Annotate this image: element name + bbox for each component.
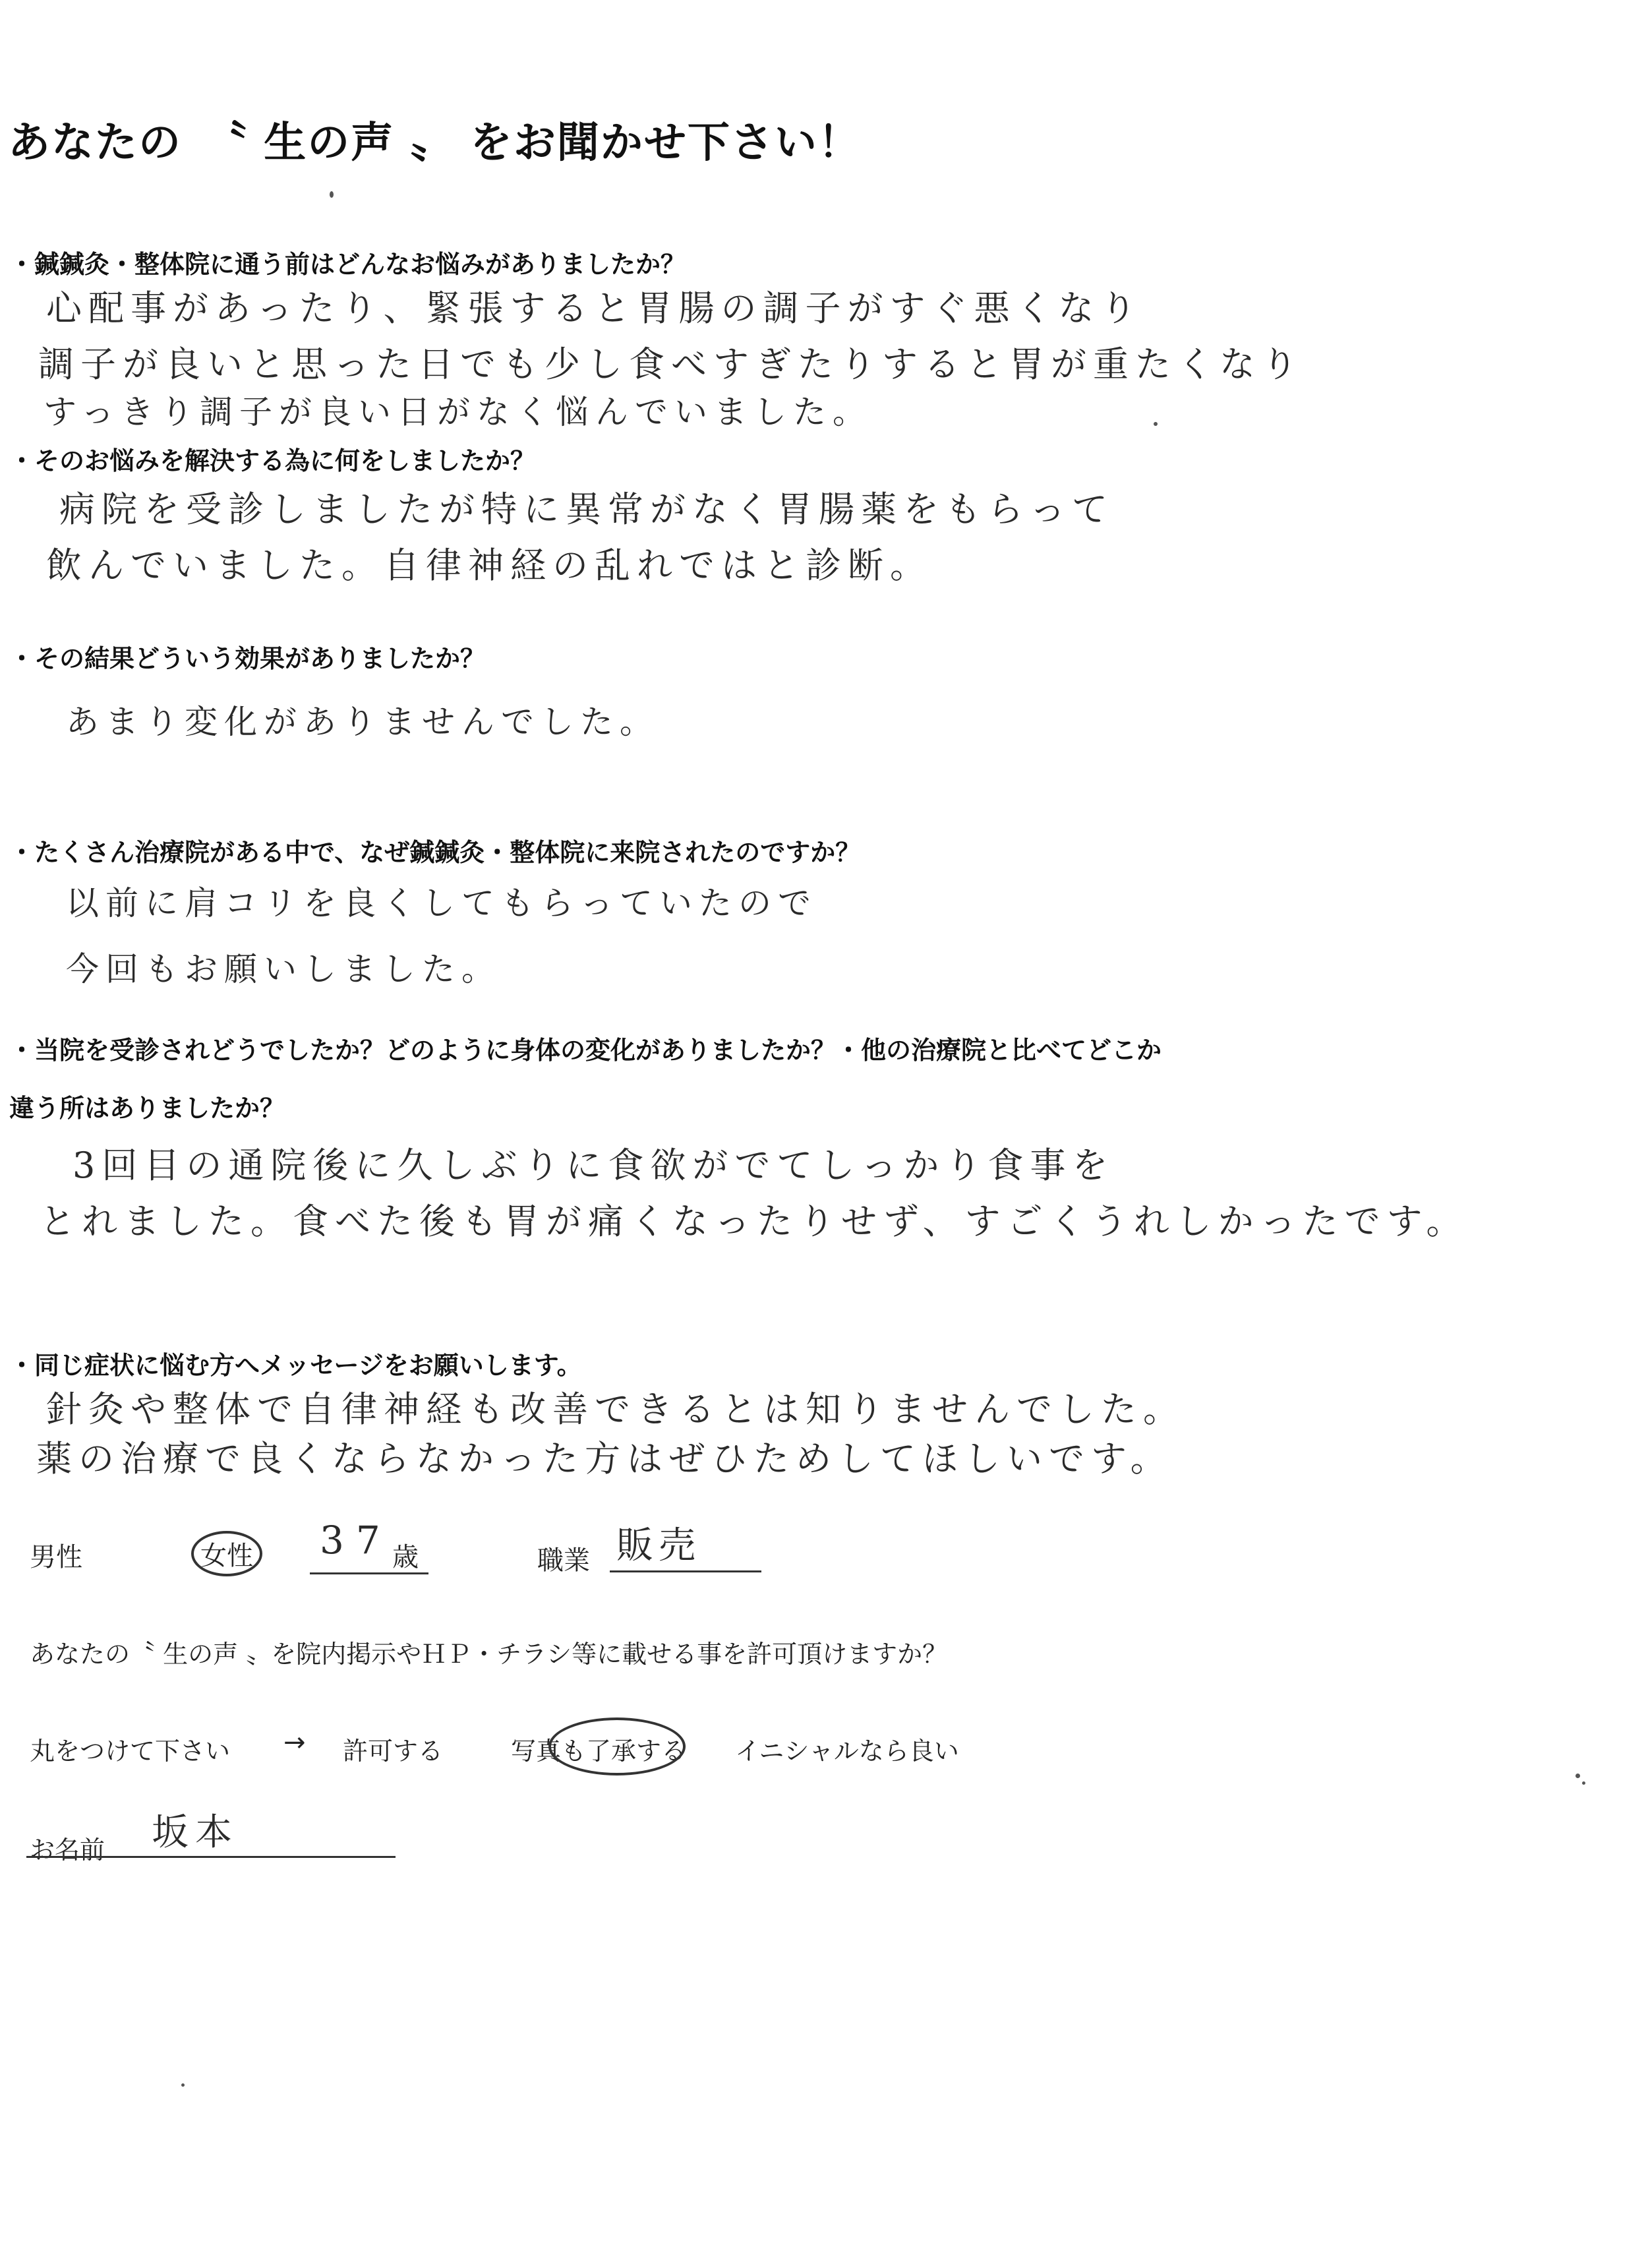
answer-3-line-1: あまり変化がありませんでした。 bbox=[66, 703, 659, 741]
question-4: ・たくさん治療院がある中で、なぜ鍼鍼灸・整体院に来院されたのですか？ bbox=[9, 838, 861, 867]
answer-6-line-2: 薬の治療で良くならなかった方はぜひためしてほしいです。 bbox=[36, 1438, 1173, 1479]
answer-4-line-2: 今回もお願いしました。 bbox=[66, 950, 501, 988]
age-underline bbox=[310, 1572, 428, 1574]
age-value: 37 bbox=[320, 1518, 392, 1563]
job-label: 職業 bbox=[537, 1545, 590, 1576]
answer-1-line-3: すっきり調子が良い日がなく悩んでいました。 bbox=[44, 393, 872, 431]
question-5: ・当院を受診されどうでしたか？どのように身体の変化がありましたか？・他の治療院と比べてどこか bbox=[9, 1036, 1162, 1065]
gender-female-option bbox=[191, 1531, 262, 1576]
gender-female-label: 女性 bbox=[191, 1531, 262, 1576]
name-value: 坂本 bbox=[152, 1811, 239, 1854]
permission-option-initial: イニシャルなら良い bbox=[735, 1737, 959, 1766]
permission-instruction: 丸をつけて下さい bbox=[30, 1737, 231, 1766]
name-underline bbox=[26, 1856, 396, 1858]
answer-6-line-1: 針灸や整体で自律神経も改善できるとは知りませんでした。 bbox=[46, 1388, 1185, 1430]
scan-speck bbox=[330, 191, 334, 198]
arrow-icon: → bbox=[283, 1727, 306, 1758]
question-1: ・鍼鍼灸・整体院に通う前はどんなお悩みがありましたか？ bbox=[9, 250, 686, 279]
permission-question: あなたの〝 生の声 〟を院内掲示やＨＰ・チラシ等に載せる事を許可頂けますか？ bbox=[30, 1640, 948, 1669]
scan-speck bbox=[1582, 1781, 1585, 1785]
permission-option-photo: 写真も了承する bbox=[511, 1737, 687, 1766]
question-3: ・その結果どういう効果がありましたか？ bbox=[9, 644, 486, 673]
question-2: ・そのお悩みを解決する為に何をしましたか？ bbox=[9, 446, 536, 475]
name-label: お名前 bbox=[30, 1835, 105, 1865]
answer-5-line-1: 3回目の通院後に久しぶりに食欲がでてしっかり食事を bbox=[73, 1145, 1115, 1186]
answer-1-line-1: 心配事があったり、緊張すると胃腸の調子がすぐ悪くなり bbox=[46, 287, 1143, 329]
answer-2-line-1: 病院を受診しましたが特に異常がなく胃腸薬をもらって bbox=[59, 489, 1114, 530]
job-underline bbox=[610, 1570, 761, 1572]
permission-option-allow: 許可する bbox=[343, 1737, 444, 1766]
gender-male-label: 男性 bbox=[30, 1542, 82, 1572]
answer-4-line-1: 以前に肩コリを良くしてもらっていたので bbox=[66, 884, 817, 922]
answer-1-line-2: 調子が良いと思った日でも少し食べすぎたりすると胃が重たくなり bbox=[38, 343, 1304, 385]
photo-option-circle bbox=[548, 1717, 686, 1776]
age-unit: 歳 bbox=[392, 1542, 419, 1572]
scan-speck bbox=[1575, 1774, 1580, 1778]
scan-speck bbox=[181, 2083, 185, 2087]
job-value: 販売 bbox=[616, 1524, 701, 1567]
answer-5-line-2: とれました。食べた後も胃が痛くなったりせず、すごくうれしかったです。 bbox=[40, 1201, 1469, 1242]
question-5-continued: 違う所はありましたか？ bbox=[9, 1094, 285, 1123]
answer-2-line-2: 飲んでいました。自律神経の乱れではと診断。 bbox=[46, 545, 932, 586]
question-6: ・同じ症状に悩む方へメッセージをお願いします。 bbox=[9, 1351, 582, 1380]
page-title: あなたの 〝 生の声 〟 をお聞かせ下さい！ bbox=[8, 119, 862, 167]
scan-speck bbox=[1154, 422, 1158, 426]
